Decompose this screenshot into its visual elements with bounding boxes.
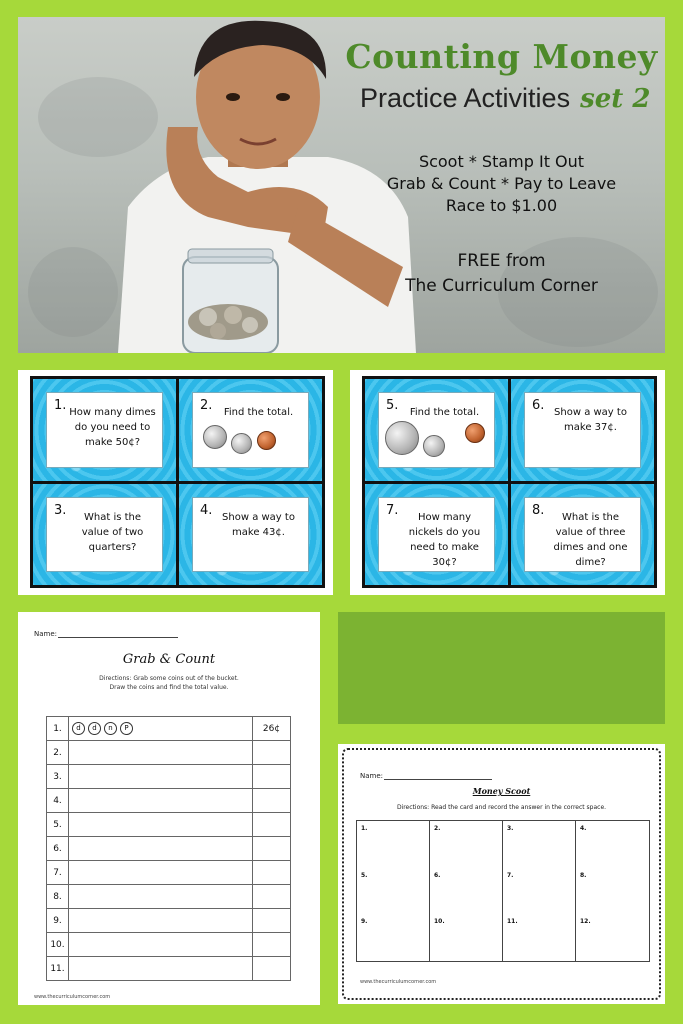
coins-cell	[69, 789, 253, 813]
activity-line: Scoot * Stamp It Out	[418, 152, 585, 171]
task-card-body	[46, 392, 163, 468]
cell-number: 7.	[507, 871, 514, 879]
hero-text-block	[338, 17, 665, 353]
task-card-body	[192, 497, 309, 573]
card-question: Show a way to make 37¢.	[554, 407, 627, 433]
nickel-coin-icon	[423, 435, 445, 457]
coins-cell	[69, 861, 253, 885]
task-card	[365, 484, 508, 586]
cell-number: 12.	[580, 918, 591, 926]
directions-line: Directions: Grab some coins out of the bucket.	[99, 675, 239, 682]
value-cell: 26¢	[253, 717, 291, 741]
cell-number: 6.	[434, 871, 441, 879]
table-row	[47, 813, 291, 837]
row-number: 2.	[47, 741, 69, 765]
value-cell	[253, 765, 291, 789]
row-number: 5.	[47, 813, 69, 837]
table-row	[47, 933, 291, 957]
row-number: 6.	[47, 837, 69, 861]
table-row	[47, 861, 291, 885]
source-line: The Curriculum Corner	[405, 276, 598, 296]
quarter-coin-icon	[203, 425, 227, 449]
drawn-coin-icon: n	[104, 722, 117, 735]
value-cell	[253, 789, 291, 813]
table-row	[47, 909, 291, 933]
task-card-body	[378, 392, 495, 468]
value-cell	[253, 933, 291, 957]
card-number: 2.	[200, 398, 213, 413]
value-cell	[253, 741, 291, 765]
worksheet-footer: www.thecurriculumcorner.com	[34, 994, 111, 1000]
worksheet-directions: Directions: Read the card and record the answer in the correct space.	[396, 804, 607, 811]
cell-number: 5.	[361, 871, 368, 879]
task-card	[33, 484, 176, 586]
coins-cell	[69, 741, 253, 765]
answer-cell	[430, 868, 503, 915]
worksheet-footer: www.thecurriculumcorner.com	[360, 979, 437, 985]
card-number: 8.	[532, 502, 545, 518]
answer-cell	[503, 868, 576, 915]
grab-and-count-worksheet	[18, 612, 320, 1005]
coins-cell	[69, 909, 253, 933]
row-number: 10.	[47, 933, 69, 957]
activity-line: Grab & Count * Pay to Leave	[386, 174, 617, 193]
table-row	[47, 741, 291, 765]
task-card	[179, 379, 322, 481]
card-number: 5.	[386, 398, 399, 413]
card-question: Find the total.	[409, 407, 480, 418]
table-row	[47, 885, 291, 909]
row-number: 1.	[47, 717, 69, 741]
scoot-answer-grid	[356, 820, 650, 962]
coins-cell	[69, 933, 253, 957]
card-question: How many nickels do you need to make 30¢?	[408, 511, 481, 568]
name-line	[384, 779, 492, 780]
penny-coin-icon	[465, 423, 485, 443]
task-card	[179, 484, 322, 586]
task-card-body	[524, 392, 641, 468]
task-cards-panel-left	[18, 370, 333, 595]
name-label: Name:	[34, 630, 58, 638]
coins-cell	[69, 885, 253, 909]
cell-number: 2.	[434, 825, 441, 832]
activity-line: Race to $1.00	[445, 196, 558, 215]
hero-subtitle-text: Practice Activities	[360, 83, 571, 113]
worksheet-directions	[18, 674, 320, 692]
task-card	[33, 379, 176, 481]
table-row	[47, 957, 291, 981]
directions-line: Draw the coins and find the total value.	[109, 684, 229, 691]
table-row	[47, 789, 291, 813]
card-question: What is the value of two quarters?	[81, 511, 144, 553]
card-question: Show a way to make 43¢.	[222, 511, 295, 538]
task-card-grid	[362, 376, 657, 588]
card-number: 7.	[386, 502, 399, 518]
cell-number: 4.	[580, 825, 587, 832]
task-card	[511, 379, 654, 481]
table-row	[47, 765, 291, 789]
cell-number: 9.	[361, 918, 368, 926]
free-line: FREE from	[457, 251, 546, 271]
card-question: How many dimes do you need to make 50¢?	[69, 407, 156, 448]
answer-cell	[576, 914, 649, 961]
task-card	[365, 379, 508, 481]
task-card-body	[46, 497, 163, 573]
table-row	[47, 717, 291, 741]
row-number: 3.	[47, 765, 69, 789]
answer-cell	[503, 914, 576, 961]
answer-cell	[430, 821, 503, 868]
coins-cell	[69, 717, 253, 741]
answer-cell	[357, 914, 430, 961]
hero-title: Counting Money	[345, 37, 658, 76]
coins-cell	[69, 765, 253, 789]
drawn-coin-icon: d	[88, 722, 101, 735]
task-card-body	[378, 497, 495, 573]
green-color-block	[338, 612, 665, 724]
cell-number: 3.	[507, 825, 514, 832]
value-cell	[253, 957, 291, 981]
row-number: 7.	[47, 861, 69, 885]
coins-cell	[69, 837, 253, 861]
task-card	[511, 484, 654, 586]
name-label: Name:	[360, 772, 384, 780]
task-card-body	[524, 497, 641, 573]
drawn-coin-icon: P	[120, 722, 133, 735]
nickel-coin-icon	[231, 433, 252, 454]
answer-cell	[503, 821, 576, 868]
answer-cell	[357, 821, 430, 868]
row-number: 4.	[47, 789, 69, 813]
cell-number: 10.	[434, 918, 445, 926]
grab-count-table	[46, 716, 291, 981]
cell-number: 1.	[361, 825, 368, 832]
coins-cell	[69, 957, 253, 981]
answer-cell	[576, 821, 649, 868]
task-card-body	[192, 392, 309, 468]
value-cell	[253, 909, 291, 933]
worksheet-title: Money Scoot	[472, 786, 531, 796]
value-cell	[253, 813, 291, 837]
cell-number: 8.	[580, 871, 587, 879]
row-number: 11.	[47, 957, 69, 981]
task-card-grid	[30, 376, 325, 588]
worksheet-title: Grab & Count	[122, 652, 216, 667]
half-dollar-coin-icon	[385, 421, 419, 455]
name-line	[58, 637, 178, 638]
value-cell	[253, 885, 291, 909]
drawn-coin-icon: d	[72, 722, 85, 735]
hero-banner	[18, 17, 665, 353]
task-cards-panel-right	[350, 370, 665, 595]
row-number: 9.	[47, 909, 69, 933]
card-number: 6.	[532, 398, 545, 413]
activity-list	[338, 151, 665, 217]
card-question: Find the total.	[223, 407, 294, 418]
card-number: 3.	[54, 502, 67, 518]
table-row	[47, 837, 291, 861]
answer-cell	[576, 868, 649, 915]
hero-subtitle	[360, 83, 650, 114]
answer-cell	[430, 914, 503, 961]
free-credit	[338, 249, 665, 299]
card-number: 4.	[200, 502, 213, 518]
answer-cell	[357, 868, 430, 915]
card-question: What is the value of three dimes and one dime?	[553, 511, 628, 568]
cell-number: 11.	[507, 918, 518, 926]
value-cell	[253, 837, 291, 861]
penny-coin-icon	[257, 431, 276, 450]
row-number: 8.	[47, 885, 69, 909]
coins-cell	[69, 813, 253, 837]
value-cell	[253, 861, 291, 885]
card-number: 1.	[54, 398, 67, 413]
money-scoot-worksheet	[338, 744, 665, 1004]
hero-set-label: set 2	[580, 84, 651, 114]
